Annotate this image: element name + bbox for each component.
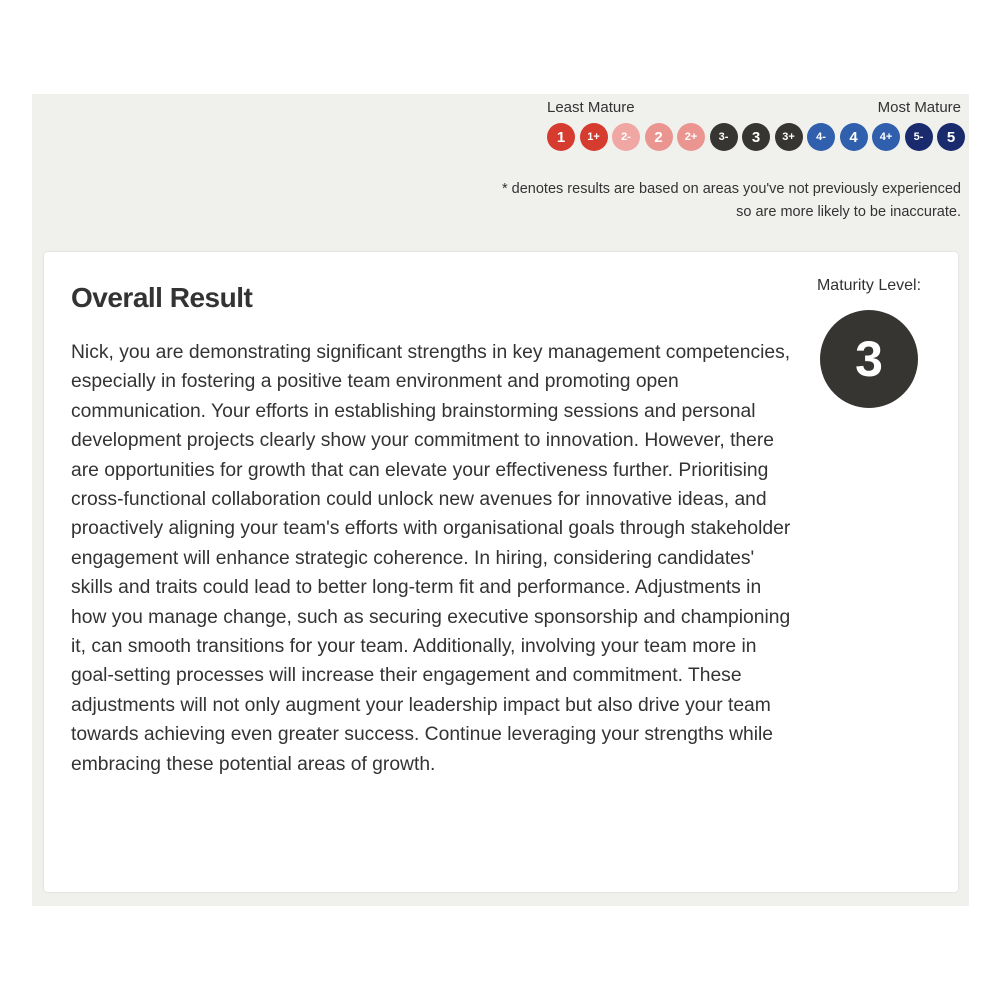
maturity-dot: 1	[547, 123, 575, 151]
most-mature-label: Most Mature	[877, 99, 961, 116]
maturity-dot: 5-	[905, 123, 933, 151]
scale-labels	[539, 99, 961, 119]
maturity-dot: 1+	[580, 123, 608, 151]
maturity-dot: 5	[937, 123, 965, 151]
maturity-dot: 2+	[677, 123, 705, 151]
results-panel	[32, 94, 969, 906]
maturity-level-badge: 3	[820, 310, 918, 408]
maturity-scale-dots	[547, 123, 965, 151]
maturity-dot: 3	[742, 123, 770, 151]
maturity-dot: 4+	[872, 123, 900, 151]
maturity-dot: 3-	[710, 123, 738, 151]
overall-result-title: Overall Result	[71, 282, 253, 313]
maturity-dot: 4-	[807, 123, 835, 151]
maturity-dot: 2-	[612, 123, 640, 151]
least-mature-label: Least Mature	[547, 99, 635, 116]
maturity-dot: 3+	[775, 123, 803, 151]
maturity-dot: 4	[840, 123, 868, 151]
overall-result-card	[44, 252, 958, 892]
maturity-dot: 2	[645, 123, 673, 151]
overall-result-text: Nick, you are demonstrating significant strengths in key management competencies, especially in fostering a positive team environment and promoting open communication. Your efforts in establishing brainstorming sessions and personal development projects clearly show your commitment to innovation. However, there are opportunities for growth that can elevate your effectiveness further. Prioritising cross-functional collaboration could unlock new avenues for innovative ideas, and proactively aligning your team's efforts with organisational goals through stakeholder engagement will enhance strategic coherence. In hiring, considering candidates' skills and traits could lead to better long-term fit and performance. Adjustments in how you manage change, such as securing executive sponsorship and championing it, can smooth transitions for your team. Additionally, involving your team more in goal-setting processes will increase their engagement and commitment. These adjustments will not only augment your leadership impact but also drive your team towards achieving even greater success. Continue leveraging your strengths while embracing these potential areas of growth.	[71, 342, 791, 775]
maturity-scale	[539, 99, 961, 146]
maturity-level-label: Maturity Level:	[816, 277, 922, 294]
accuracy-note: * denotes results are based on areas you've not previously experienced so are more likely to be inaccurate.	[502, 181, 961, 220]
